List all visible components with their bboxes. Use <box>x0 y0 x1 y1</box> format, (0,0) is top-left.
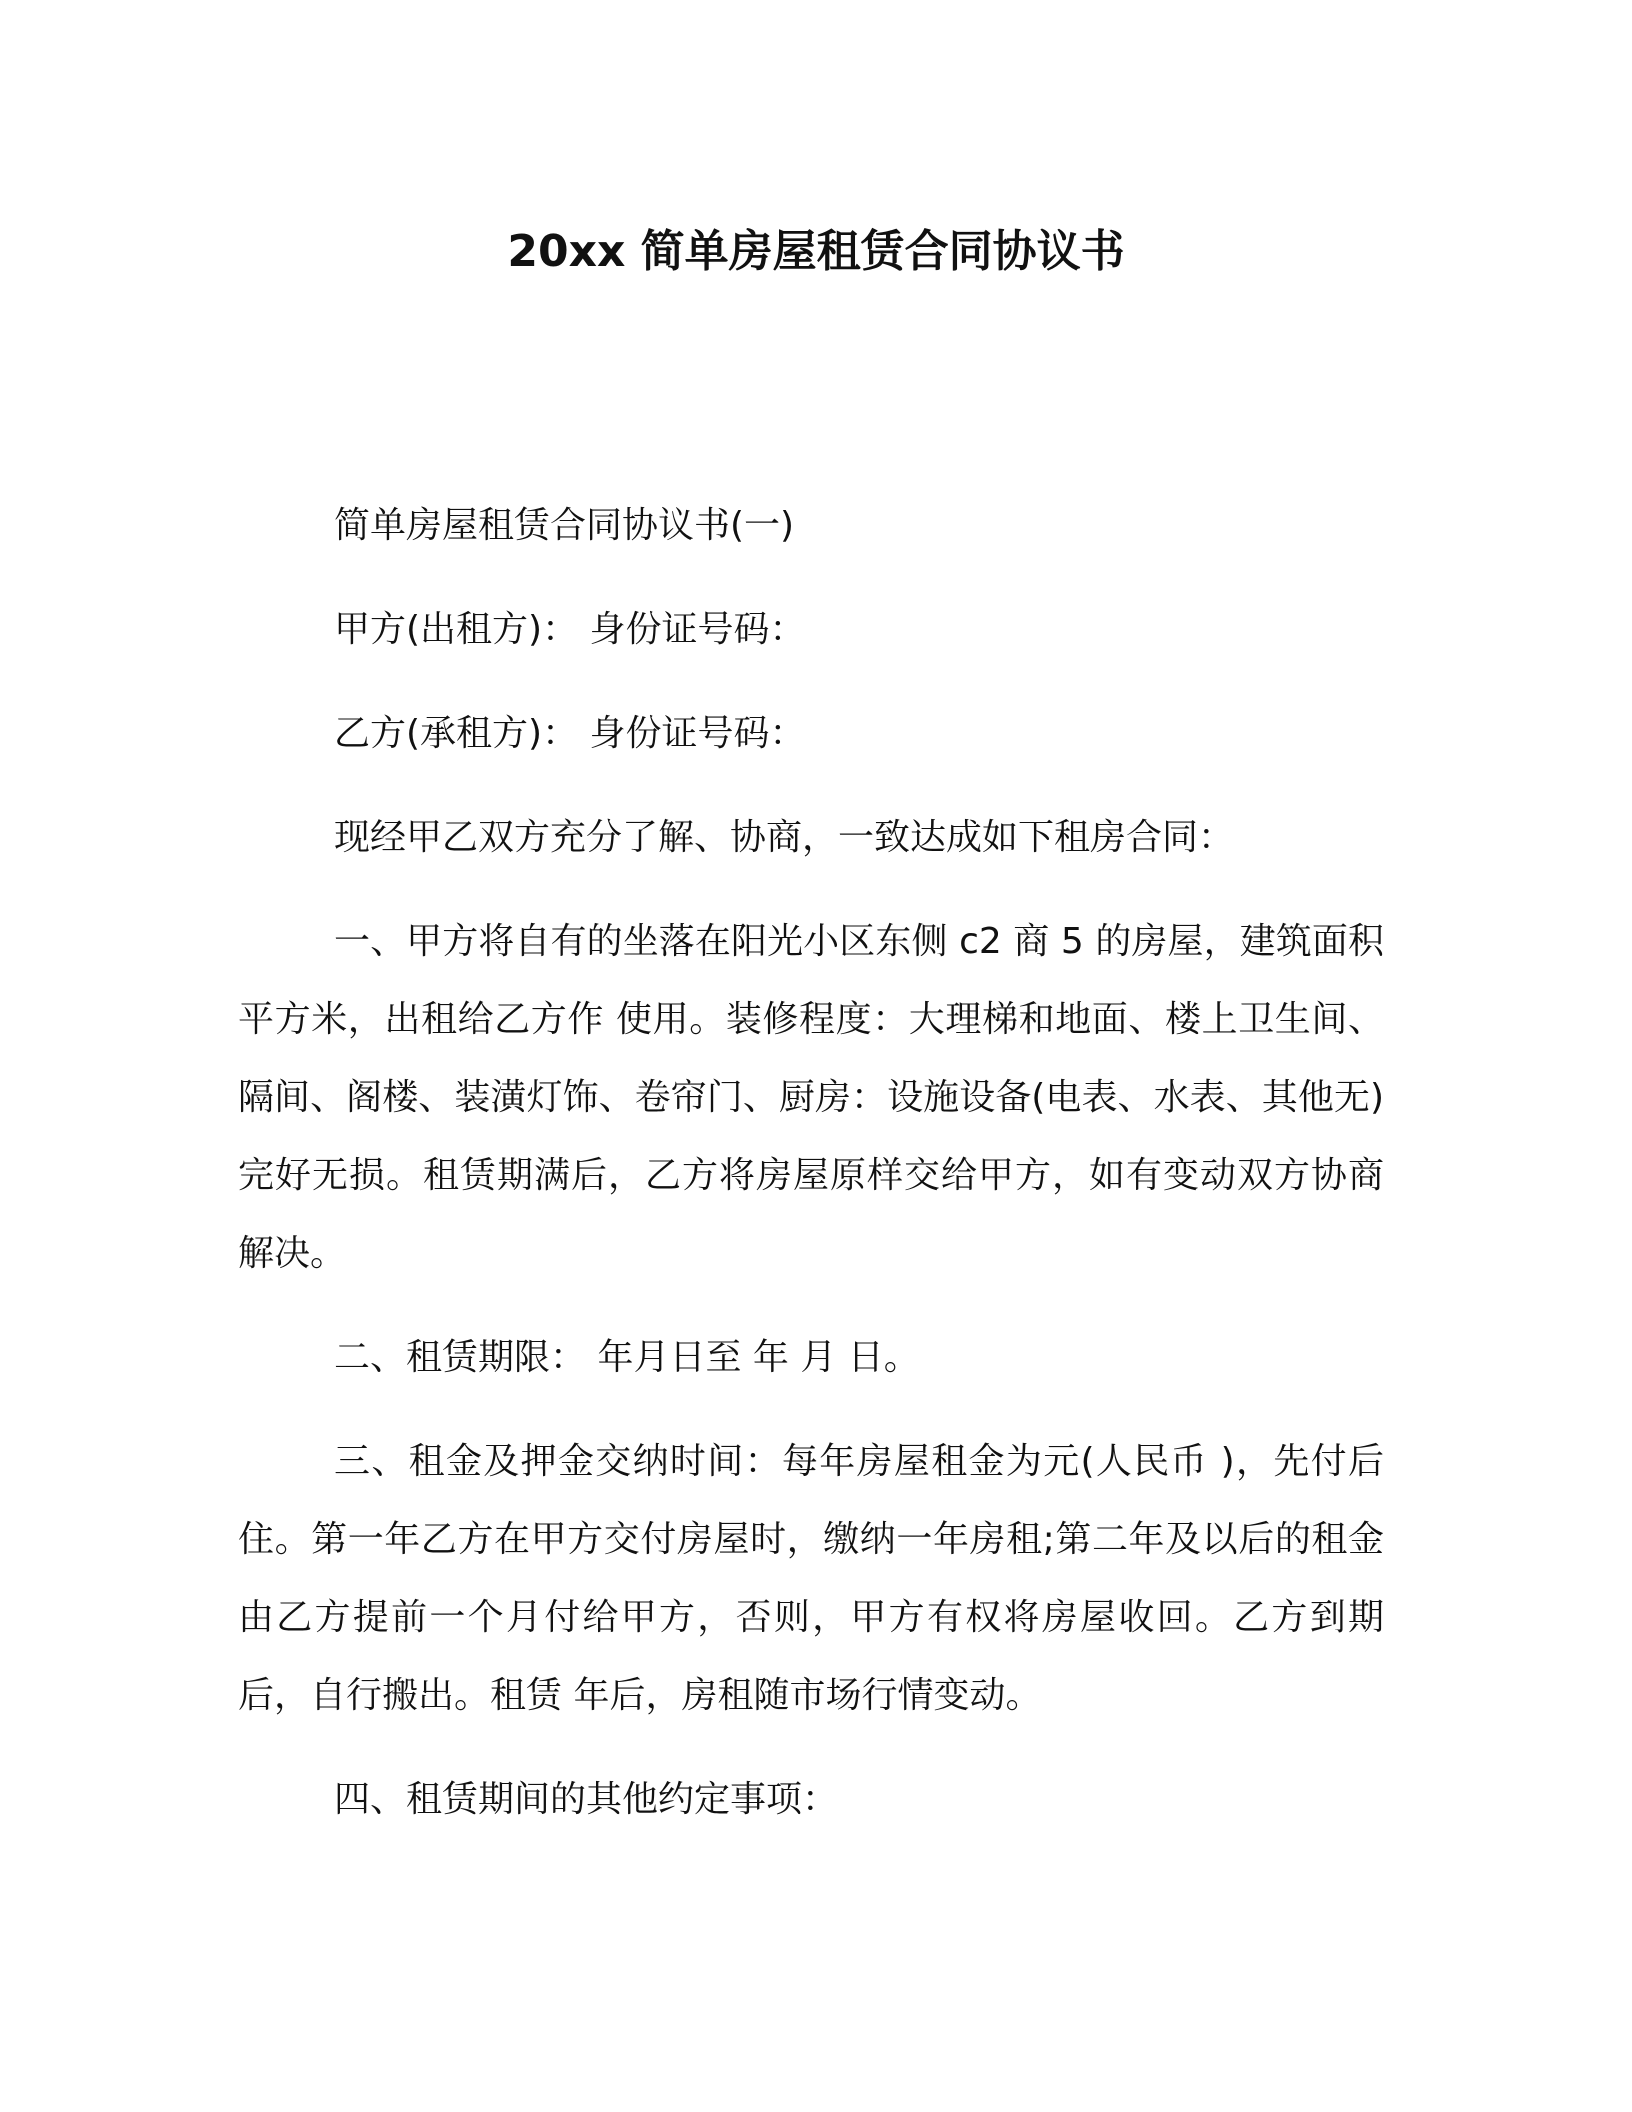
paragraph-subtitle: 简单房屋租赁合同协议书(一) <box>334 505 795 546</box>
document-title: 20xx 简单房屋租赁合同协议书 <box>507 226 1125 277</box>
paragraph-party-b: 乙方(承租方)： 身份证号码： <box>334 713 806 754</box>
paragraph-clause-3: 三、租金及押金交纳时间：每年房屋租金为元(人民币 )，先付后住。第一年乙方在甲方交付房屋时，缴纳一年房租;第二年及以后的租金由乙方提前一个月付给甲方，否则，甲方有权将房屋收回。乙方到期后，自行搬出。租赁 年后，房租随市场行情变动。 <box>238 1441 1384 1716</box>
paragraph-clause-1: 一、甲方将自有的坐落在阳光小区东侧 c2 商 5 的房屋，建筑面积 平方米，出租给乙方作 使用。装修程度：大理梯和地面、楼上卫生间、隔间、阁楼、装潢灯饰、卷帘门、厨房：设施设备(电表、水表、其他无)完好无损。租赁期满后，乙方将房屋原样交给甲方，如有变动双方协商解决。 <box>238 921 1384 1274</box>
document-body <box>238 487 1384 1839</box>
paragraph-clause-4: 四、租赁期间的其他约定事项： <box>334 1779 839 1820</box>
paragraph-agreement-intro: 现经甲乙双方充分了解、协商，一致达成如下租房合同： <box>334 817 1235 858</box>
paragraph-clause-2: 二、租赁期限： 年月日至 年 月 日。 <box>334 1337 920 1378</box>
paragraph-party-a: 甲方(出租方)： 身份证号码： <box>334 609 806 650</box>
